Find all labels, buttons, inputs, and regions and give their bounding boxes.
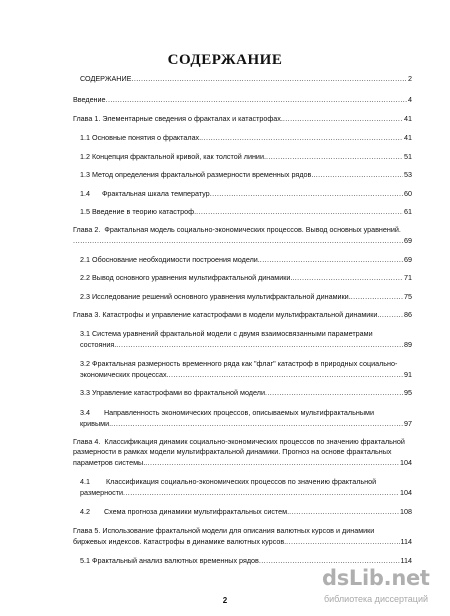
toc-entry: состояния. ..... 89: [80, 340, 412, 349]
toc-entry: 5.1 Фрактальный анализ валютных временных рядов ..... 114: [80, 556, 412, 565]
toc-entry: 4.2 Схема прогноза динамики мультифрактальных систем. ..... 108: [80, 507, 412, 516]
watermark-logo: dsLib.net: [322, 566, 430, 590]
toc-entry-line: Глава 5. Использование фрактальной модели для описания валютных курсов и динамики: [73, 526, 375, 535]
toc-entry: экономических процессах. ..... 91: [80, 370, 412, 379]
toc-entry-line: 3.1 Система уравнений фрактальной модели с двумя взаимосвязанными параметрами: [80, 329, 373, 338]
toc-entry: 2.2 Вывод основного уравнения мультифрактальной динамики. ..... 71: [80, 273, 412, 282]
toc-entry: параметров системы. ..... 104: [73, 458, 412, 467]
toc-entry: размерности ..... 104: [80, 488, 412, 497]
toc-entry-line: 4.1 Классификация социально-экономических процессов по значению фрактальной: [80, 477, 377, 486]
toc-entry: кривыми. ..... 97: [80, 419, 412, 428]
toc-entry: 1.4 Фрактальная шкала температур ..... 60: [80, 189, 412, 198]
toc-entry: Введение ..... 4: [73, 95, 412, 104]
toc-entry: 1.5 Введение в теорию катастроф. ..... 61: [80, 207, 412, 216]
toc-entry: 2.3 Исследование решений основного уравнения мультифрактальной динамики. ..... 75: [80, 292, 412, 301]
toc-entry-line: Глава 4. Классификация динамик социально-экономических процессов по значению фрактальной: [73, 437, 405, 446]
toc-entry: 1.1 Основные понятия о фракталах. ..... 41: [80, 133, 412, 142]
toc-entry: биржевых индексов. Катастрофы в динамике валютных курсов. ..... 114: [73, 537, 412, 546]
watermark-subtitle: библиотека диссертаций: [324, 594, 429, 604]
toc-entry: 1.3 Метод определения фрактальной размерности временных рядов. ..... 53: [80, 170, 412, 179]
toc-entry-line: 3.4 Направленность экономических процессов, описываемых мультифрактальными: [80, 408, 374, 417]
toc-entry-line: 3.2 Фрактальная размерность временного ряда как "флаг" катастроф в природных социально-: [80, 359, 398, 368]
page-number: 2: [222, 596, 228, 605]
toc-entry-line: размерности в рамках модели мультифрактальной динамики. Прогноз на основе фрактальных: [73, 447, 392, 456]
watermark[interactable]: [322, 566, 446, 608]
toc-entry: ..... 69: [73, 236, 412, 245]
toc-entry: 3.3 Управление катастрофами во фрактальной модели ..... 95: [80, 388, 412, 397]
toc-entry: 1.2 Концепция фрактальной кривой, как толстой линии. ..... 51: [80, 152, 412, 161]
toc-entry: СОДЕРЖАНИЕ ..... 2: [80, 74, 412, 83]
toc-entry: Глава 1. Элементарные сведения о фракталах и катастрофах. ..... 41: [73, 114, 412, 123]
toc-entry-line: Глава 2. Фрактальная модель социально-экономических процессов. Вывод основных уравнений.: [73, 225, 401, 234]
page-title: СОДЕРЖАНИЕ: [167, 52, 283, 68]
toc-entry: 2.1 Обоснование необходимости построения модели. ..... 69: [80, 255, 412, 264]
toc-entry: Глава 3. Катастрофы и управление катастрофами в модели мультифрактальной динамики. ..... 86: [73, 310, 412, 319]
